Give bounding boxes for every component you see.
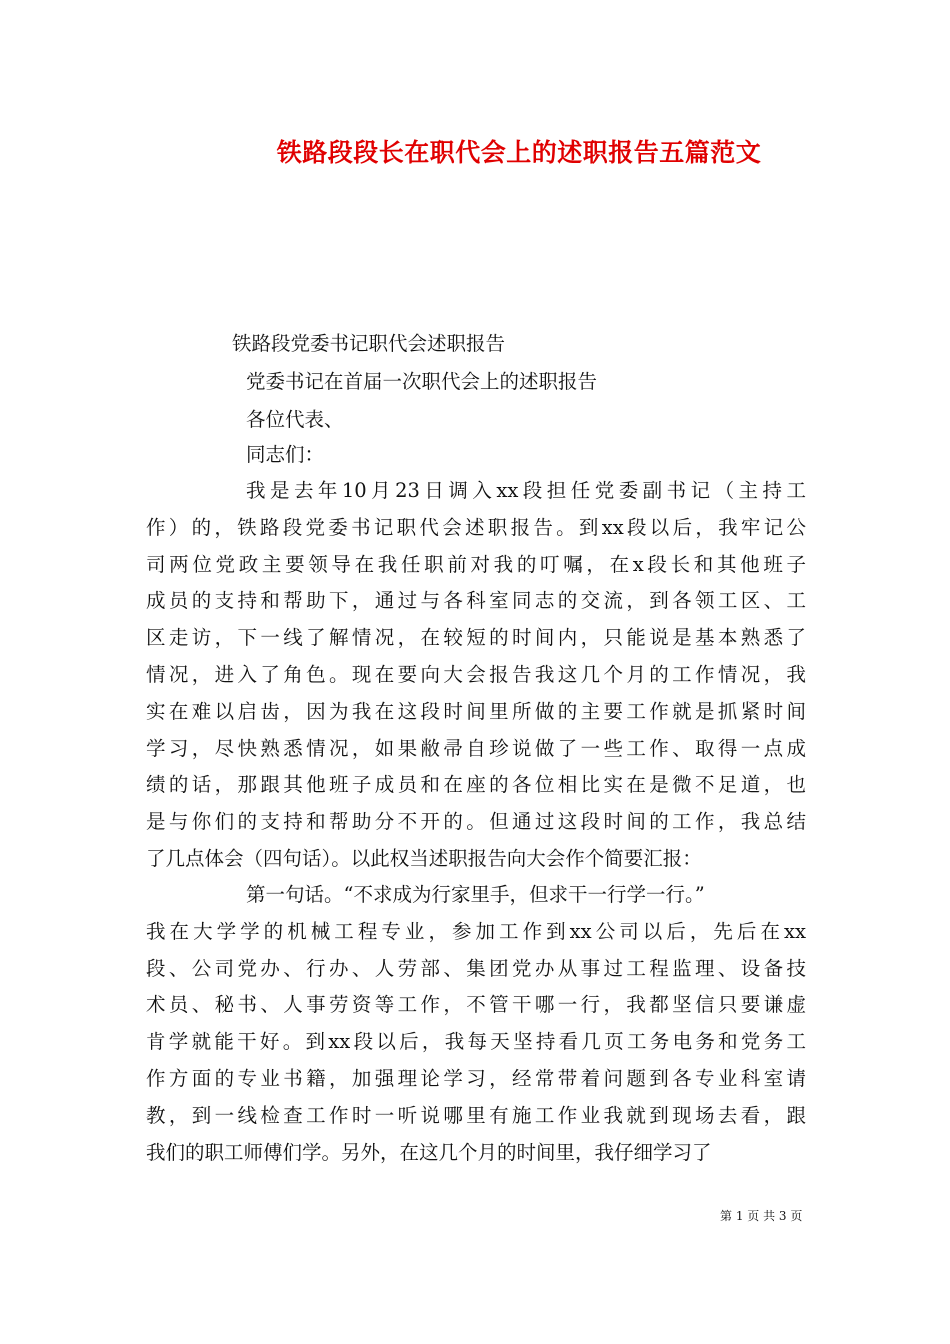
heading-report-title: 铁路段党委书记职代会述职报告 xyxy=(232,332,506,355)
paragraph-line: 我在大学学的机械工程专业，参加工作到xx公司以后，先后在xx xyxy=(146,919,806,943)
paragraph-line: 绩的话，那跟其他班子成员和在座的各位相比实在是微不足道，也 xyxy=(146,773,806,797)
salutation-delegates: 各位代表、 xyxy=(246,408,344,431)
paragraph-line: 作方面的专业书籍，加强理论学习，经常带着问题到各专业科室请 xyxy=(146,1067,806,1090)
paragraph-line: 第一句话。“不求成为行家里手，但求干一行学一行。” xyxy=(246,883,705,906)
paragraph-line: 我们的职工师傅们学。另外，在这几个月的时间里，我仔细学习了 xyxy=(146,1140,712,1164)
paragraph-line: 段、公司党办、行办、人劳部、集团党办从事过工程监理、设备技 xyxy=(146,956,806,980)
paragraph-line: 肯学就能干好。到xx段以后，我每天坚持看几页工务电务和党务工 xyxy=(146,1030,806,1054)
paragraph-line: 司两位党政主要领导在我任职前对我的叮嘱，在x段长和其他班子 xyxy=(146,552,806,576)
paragraph-line: 实在难以启齿，因为我在这段时间里所做的主要工作就是抓紧时间 xyxy=(146,699,806,723)
document-title: 铁路段段长在职代会上的述职报告五篇范文 xyxy=(276,138,762,167)
salutation-comrades: 同志们： xyxy=(246,443,325,466)
paragraph-line: 了几点体会（四句话）。以此权当述职报告向大会作个简要汇报： xyxy=(146,847,702,870)
paragraph-line: 术员、秘书、人事劳资等工作，不管干哪一行，我都坚信只要谦虚 xyxy=(146,993,806,1017)
paragraph-line: 教，到一线检查工作时一听说哪里有施工作业我就到现场去看，跟 xyxy=(146,1103,806,1127)
heading-report-subtitle: 党委书记在首届一次职代会上的述职报告 xyxy=(246,370,598,393)
paragraph-line: 情况，进入了角色。现在要向大会报告我这几个月的工作情况，我 xyxy=(146,663,806,686)
page-footer: 第 1 页 共 3 页 xyxy=(720,1209,803,1223)
paragraph-line: 区走访，下一线了解情况，在较短的时间内，只能说是基本熟悉了 xyxy=(146,626,806,650)
paragraph-line: 作）的，铁路段党委书记职代会述职报告。到xx段以后，我牢记公 xyxy=(146,515,806,539)
paragraph-line: 是与你们的支持和帮助分不开的。但通过这段时间的工作，我总结 xyxy=(146,810,806,834)
paragraph-line: 学习，尽快熟悉情况，如果敝帚自珍说做了一些工作、取得一点成 xyxy=(146,736,806,760)
paragraph-line: 成员的支持和帮助下，通过与各科室同志的交流，到各领工区、工 xyxy=(146,589,806,613)
paragraph-line: 我是去年10月23日调入xx段担任党委副书记（主持工 xyxy=(246,479,806,502)
